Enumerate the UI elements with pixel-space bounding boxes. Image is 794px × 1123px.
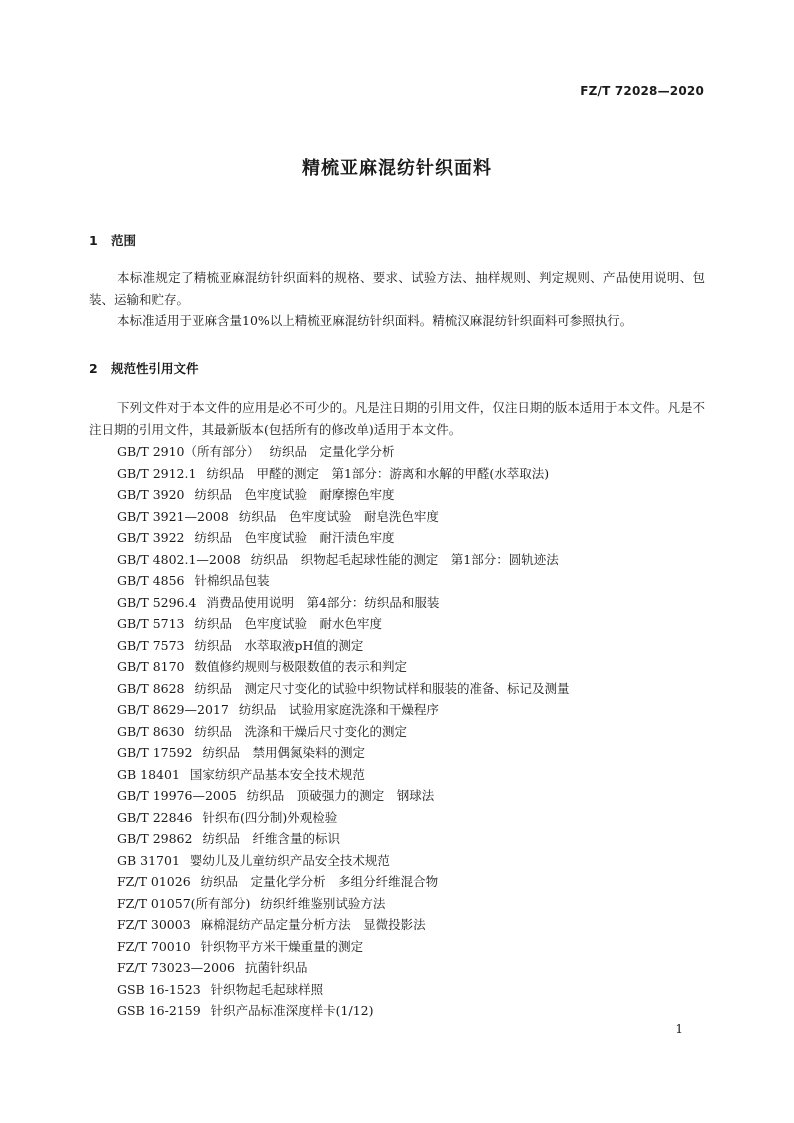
reference-code: GB/T 7573: [117, 637, 185, 653]
reference-item: [117, 699, 570, 721]
reference-code: GB 31701: [117, 852, 180, 868]
section-2-number: 2: [89, 361, 98, 376]
reference-title: 纺织品 纤维含量的标识: [202, 831, 340, 846]
reference-item: [117, 979, 570, 1001]
reference-item: [117, 441, 570, 463]
reference-code: GB/T 29862: [117, 831, 193, 846]
reference-code: GB/T 4856: [117, 573, 185, 588]
reference-title: 纺织品 色牢度试验 耐水色牢度: [194, 616, 383, 631]
reference-item: [117, 678, 570, 700]
reference-item: [117, 484, 570, 506]
reference-code: GB/T 19976—2005: [117, 788, 237, 803]
reference-code: GB/T 3922: [117, 530, 185, 545]
section-2-heading: [89, 359, 199, 377]
reference-title: 纺织品 水萃取液pH值的测定: [194, 637, 364, 653]
reference-title: 纺织品 色牢度试验 耐皂洗色牢度: [238, 508, 439, 524]
reference-code: GB/T 2910（所有部分）: [117, 444, 260, 459]
reference-item: [117, 635, 570, 657]
section-2-title: 规范性引用文件: [111, 361, 199, 376]
reference-item: [117, 721, 570, 743]
reference-title: 纺织品 织物起毛起球性能的测定 第1部分：圆轨迹法: [250, 551, 559, 567]
reference-code: GB/T 3921—2008: [117, 508, 229, 524]
reference-title: 针织物平方米干燥重量的测定: [200, 938, 364, 954]
reference-item: [117, 828, 570, 850]
reference-item: [117, 1000, 570, 1022]
reference-item: [117, 549, 570, 571]
page-number: 1: [675, 1022, 683, 1036]
reference-code: FZ/T 01057(所有部分): [117, 895, 251, 911]
reference-code: FZ/T 70010: [117, 938, 191, 954]
reference-item: [117, 506, 570, 528]
scope-paragraph-2: 本标准适用于亚麻含量10%以上精梳亚麻混纺针织面料。精梳汉麻混纺针织面料可参照执行。: [117, 313, 633, 328]
reference-item: [117, 742, 570, 764]
reference-item: [117, 807, 570, 829]
reference-code: GB/T 5713: [117, 616, 185, 631]
section-1-heading: [89, 231, 136, 249]
reference-title: 纺织品 色牢度试验 耐汗渍色牢度: [194, 530, 395, 545]
reference-item: [117, 656, 570, 678]
reference-title: 纺织品 甲醛的测定 第1部分：游离和水解的甲醛(水萃取法): [206, 465, 550, 481]
reference-title: 国家纺织产品基本安全技术规范: [189, 766, 365, 782]
reference-item: [117, 785, 570, 807]
reference-code: FZ/T 01026: [117, 874, 191, 889]
reference-title: 数值修约规则与极限数值的表示和判定: [194, 659, 408, 674]
reference-item: [117, 914, 570, 936]
reference-code: GB/T 5296.4: [117, 594, 197, 610]
reference-title: 消费品使用说明 第4部分：纺织品和服装: [206, 594, 440, 610]
reference-title: 纺织品 测定尺寸变化的试验中织物试样和服装的准备、标记及测量: [194, 680, 570, 696]
reference-title: 针织布(四分制)外观检验: [202, 809, 338, 825]
reference-title: 纺织品 色牢度试验 耐摩擦色牢度: [194, 487, 395, 502]
reference-code: GB/T 8170: [117, 659, 185, 674]
reference-code: GSB 16-1523: [117, 981, 201, 997]
reference-title: 针棉织品包装: [194, 573, 270, 588]
reference-code: GB/T 4802.1—2008: [117, 551, 241, 567]
reference-code: FZ/T 30003: [117, 917, 191, 932]
reference-item: [117, 871, 570, 893]
reference-title: 针织物起毛起球样照: [210, 981, 324, 997]
reference-item: [117, 936, 570, 958]
reference-title: 抗菌针织品: [244, 960, 308, 975]
references-intro: 下列文件对于本文件的应用是必不可少的。凡是注日期的引用文件，仅注日期的版本适用于本文件。凡是不注日期的引用文件，其最新版本(包括所有的修改单)适用于本文件。: [89, 400, 705, 437]
reference-code: GSB 16-2159: [117, 1003, 201, 1018]
section-1-number: 1: [89, 233, 98, 248]
document-title: 精梳亚麻混纺针织面料: [302, 158, 492, 179]
reference-title: 纺织品 定量化学分析: [269, 444, 395, 459]
reference-item: [117, 613, 570, 635]
reference-code: GB/T 17592: [117, 745, 193, 760]
reference-code: GB/T 3920: [117, 487, 185, 502]
reference-code: GB/T 2912.1: [117, 465, 197, 481]
reference-code: GB/T 8628: [117, 680, 185, 696]
reference-code: GB/T 8629—2017: [117, 702, 229, 717]
reference-code: GB/T 22846: [117, 809, 193, 825]
scope-paragraph-1: 本标准规定了精梳亚麻混纺针织面料的规格、要求、试验方法、抽样规则、判定规则、产品使用说明、包装、运输和贮存。: [89, 270, 705, 307]
reference-item: [117, 957, 570, 979]
reference-title: 纺织品 试验用家庭洗涤和干燥程序: [238, 702, 439, 717]
section-1-title: 范围: [111, 233, 137, 248]
reference-item: [117, 592, 570, 614]
reference-title: 纺织品 顶破强力的测定 钢球法: [246, 788, 435, 803]
document-id: FZ/T 72028—2020: [580, 84, 704, 98]
reference-title: 纺织纤维鉴别试验方法: [260, 895, 386, 911]
reference-code: GB 18401: [117, 766, 180, 782]
reference-item: [117, 764, 570, 786]
reference-item: [117, 893, 570, 915]
reference-title: 麻棉混纺产品定量分析方法 显微投影法: [200, 917, 426, 932]
reference-item: [117, 570, 570, 592]
reference-title: 纺织品 禁用偶氮染料的测定: [202, 745, 365, 760]
reference-title: 纺织品 洗涤和干燥后尺寸变化的测定: [194, 723, 408, 739]
reference-code: GB/T 8630: [117, 723, 185, 739]
reference-item: [117, 850, 570, 872]
reference-title: 纺织品 定量化学分析 多组分纤维混合物: [200, 874, 439, 889]
reference-list: [117, 441, 570, 1022]
reference-title: 婴幼儿及儿童纺织产品安全技术规范: [189, 852, 390, 868]
reference-item: [117, 527, 570, 549]
reference-item: [117, 463, 570, 485]
reference-title: 针织产品标准深度样卡(1/12): [210, 1003, 374, 1018]
reference-code: FZ/T 73023—2006: [117, 960, 235, 975]
